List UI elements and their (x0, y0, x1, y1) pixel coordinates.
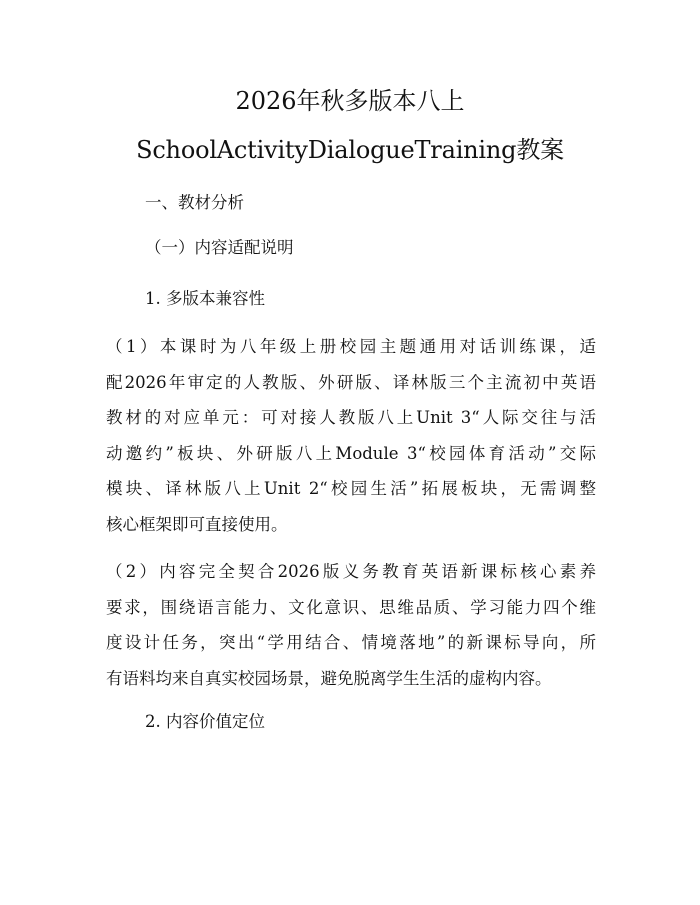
paragraph-line: 有语料均来自真实校园场景，避免脱离学生生活的虚构内容。 (106, 668, 552, 688)
subsection-heading-content-adaptation: （一）内容适配说明 (145, 238, 294, 257)
document-title-line-2: SchoolActivityDialogueTraining教案 (136, 136, 564, 164)
section-heading-textbook-analysis: 一、教材分析 (145, 193, 244, 212)
paragraph-compatibility-2 (106, 554, 596, 696)
paragraph-line: 度设计任务，突出“学用结合、情境落地”的新课标导向，所 (106, 633, 596, 652)
item-heading-multi-version-compatibility: 1. 多版本兼容性 (145, 289, 265, 308)
paragraph-line: 动邀约”板块、外研版八上Module 3“校园体育活动”交际 (106, 443, 596, 463)
paragraph-line: （1）本课时为八年级上册校园主题通用对话训练课，适 (106, 337, 596, 356)
paragraph-line: 模块、译林版八上Unit 2“校园生活”拓展板块，无需调整 (106, 479, 596, 498)
paragraph-line: （2）内容完全契合2026版义务教育英语新课标核心素养 (106, 562, 596, 581)
item-heading-content-value: 2. 内容价值定位 (145, 712, 265, 731)
paragraph-line: 核心框架即可直接使用。 (106, 514, 288, 534)
paragraph-line: 配2026年审定的人教版、外研版、译林版三个主流初中英语 (106, 372, 596, 392)
document-title-line-1: 2026年秋多版本八上 (235, 87, 465, 115)
paragraph-line: 教材的对应单元：可对接人教版八上Unit 3“人际交往与活 (106, 408, 596, 427)
paragraph-compatibility-1 (106, 329, 596, 542)
paragraph-line: 要求，围绕语言能力、文化意识、思维品质、学习能力四个维 (106, 597, 596, 617)
